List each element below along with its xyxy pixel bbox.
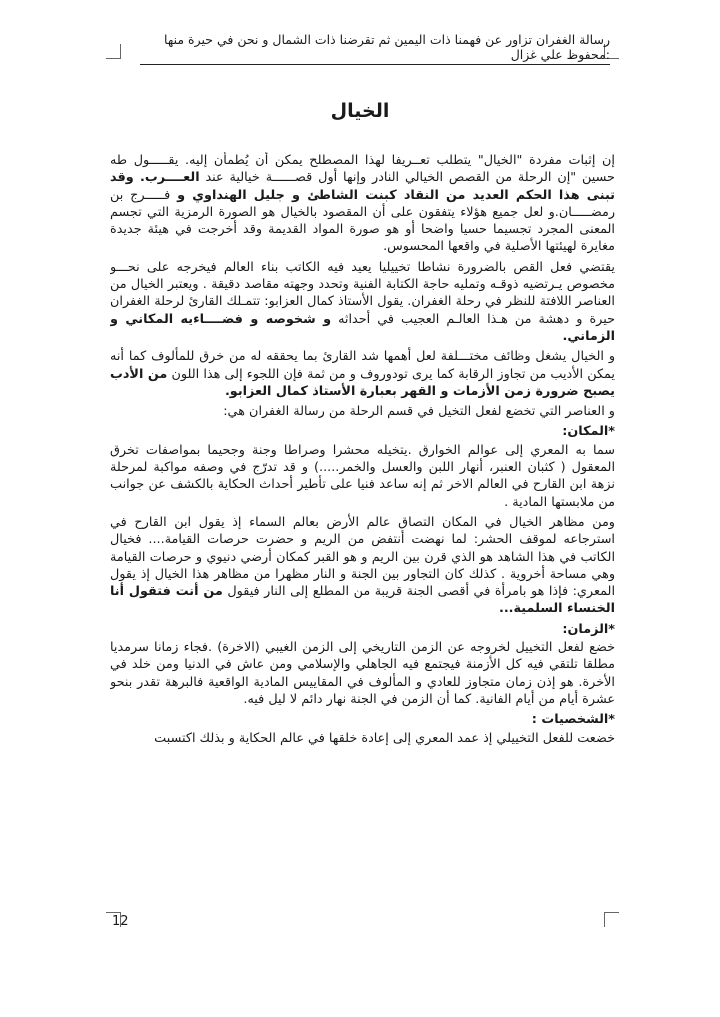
section-heading-time: *الزمان: [562, 621, 615, 637]
paragraph-bold-text: و شخوصه و فضــــاءيه المكاني و الزماني. [110, 311, 615, 344]
paragraph-text: يقتضي فعل القص بالضرورة نشاطا تخييليا يعيد فيه الكاتب بناء العالم فيخرجه على نحـــو مخصوص يـرتضيه ذوقـه وتمليه حاجة الكتابة الفنية وتحدد وجهته مقاصد دقيقة . ويعتبر الخيال من العناصر اللافتة للنظر في رحلة الغفران. يقول الأستاذ كمال العزابو: تتمـلك القارئ لرحلة الغفران حيرة و دهشة من هـذا العالـم العجيب في أحداثه [110, 259, 615, 327]
page-header: رسالة الغفران تزاور عن فهمنا ذات اليمين ثم تقرضنا ذات الشمال و نحن في حيرة منها :محفوظ علي غزال [140, 32, 610, 65]
paragraph-text: إن إثبات مفردة "الخيال" يتطلب تعــريفا لهذا المصطلح يمكن أن يُطمأن إليه. يقـــــول طه حسين "إن الرحلة من القصص الخيالي النادر وإنها أول قصــــــة خيالية عند [110, 153, 615, 186]
section-heading-place: *المكان: [562, 424, 615, 440]
crop-mark-bottom-right [604, 912, 619, 927]
page-number: 12 [112, 914, 129, 929]
paragraph: و العناصر التي تخضع لفعل التخيل في قسم الرحلة من رسالة الغفران هي: [223, 404, 615, 420]
paragraph [110, 259, 615, 345]
crop-mark-top-left [106, 44, 121, 59]
paragraph-text: فـــــرج بن رمضـــــان.و لعل جميع هؤلاء يتفقون على أن المقصود بالخيال هو الصورة الرمزية التي تجسم المعنى المجرد تجسيما حسيا واضحا أو هو صورة المواد القديمة وقد أخرجت في هيئة جديدة مغايرة لهيئتها الأصلية في واقعها المحسوس. [110, 187, 615, 255]
section-heading-characters: *الشخصيات : [531, 712, 615, 728]
document-body [110, 152, 615, 897]
paragraph-text: و الخيال يشغل وظائف مختـــلفة لعل أهمها شد القارئ بما يحققه له من خرق للمألوف كما أنه يمكن الأديب من تجاوز الرقابة كما يرى تودوروف و من ثمة فإن اللجوء إلى هذا اللون [110, 349, 615, 382]
paragraph: خضع لفعل التخييل لخروجه عن الزمن التاريخي إلى الزمن الغيبي (الاخرة) .فجاء زمانا سرمديا مطلقا تلتقي فيه كل الأزمنة فيجتمع فيه الجاهلي والإسلامي ومن عاش في الدنيا ومن خلد في الأخرة. هو إذن زمان متجاوز للعادي و المألوف في المقاييس المادية الواقعية فالبرهة تقدر بنحو عشرة أيام من أيام الفانية. كما أن الزمن في الجنة نهار دائم لا ليل فيه. [110, 640, 615, 707]
paragraph: خضعت للفعل التخييلي إذ عمد المعري إلى إعادة خلقها في عالم الحكاية و بذلك اكتسبت [154, 730, 615, 746]
paragraph-bold-text: من أنت فتقول أنا الخنساء السلمية... [110, 584, 615, 617]
page-title: الخيال [330, 100, 390, 122]
paragraph [110, 348, 615, 400]
paragraph [110, 152, 615, 256]
paragraph: سما به المعري إلى عوالم الخوارق .يتخيله محشرا وصراطا وجنة وجحيما بمواصفات تخرق المعقول ( كثبان العنبر، أنهار اللبن والعسل والخمر.....) و قد تدرّج في وصفه مواكبة لمرحلة نزهة ابن القارح في العالم الاخر ثم إنه ساعد فنيا على تأطير أحداث الحكاية بالكشف عن جوانب من ملابستها المادية . [110, 442, 615, 510]
paragraph-bold-text: العــــرب. وقد تبنى هذا الحكم العديد من النقاد كبنت الشاطئ و جليل الهنداوي و [110, 170, 615, 203]
paragraph-bold-text: من الأدب يصبح ضرورة زمن الأزمات و القهر بعبارة الأستاذ كمال العزابو. [110, 366, 615, 399]
paragraph-text: ومن مظاهر الخيال في المكان التصاق عالم الأرض بعالم السماء إذ يقول ابن القارح في استرجاعه لموقف الحشر: لما نهضت أنتفض من الريم و حضرت حرصات القيامة.... فخيال الكاتب في هذا الشاهد هو الذي قرن بين الريم و هو القبر كمكان أرضي دنيوي و حرصات القيامة وهي مساحة أخروية . كذلك كان التجاور بين الجنة و النار مظهرا من مظاهر هذا الخيال إذ يقول المعري: فإذا هو بامرأة في أقصى الجنة قريبة من المطلع إلى النار فيقول [110, 514, 615, 600]
paragraph [110, 514, 615, 618]
